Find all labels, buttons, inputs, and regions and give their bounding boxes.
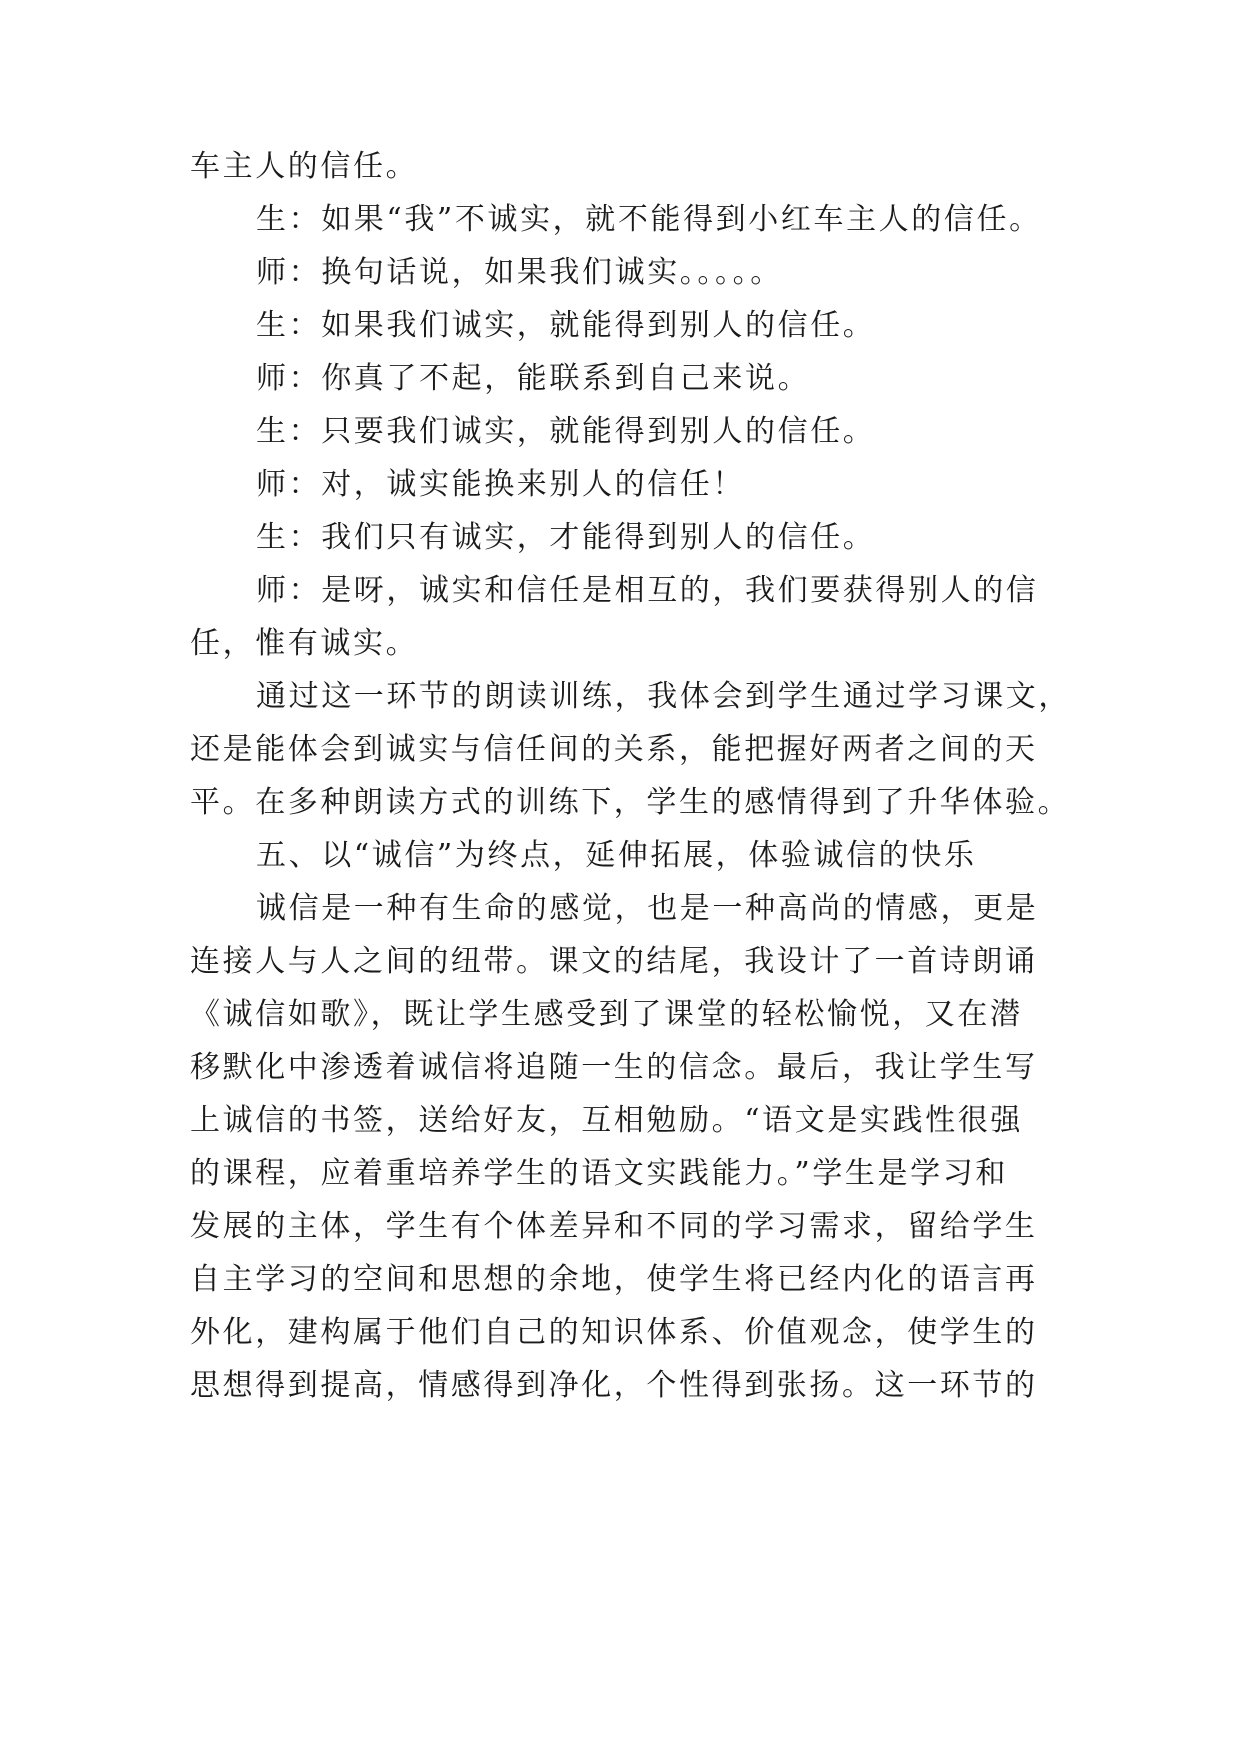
text-line: 思想得到提高，情感得到净化，个性得到张扬。这一环节的	[190, 1368, 1038, 1403]
text-line: 生：如果“我”不诚实，就不能得到小红车主人的信任。	[256, 202, 1042, 237]
text-line: 诚信是一种有生命的感觉，也是一种高尚的情感，更是	[256, 891, 1039, 926]
text-line: 连接人与人之间的纽带。课文的结尾，我设计了一首诗朗诵	[190, 944, 1038, 979]
text-line: 车主人的信任。	[190, 149, 419, 184]
text-line: 生：我们只有诚实，才能得到别人的信任。	[256, 520, 876, 555]
text-line: 的课程，应着重培养学生的语文实践能力。”学生是学习和	[190, 1156, 1008, 1191]
text-line: 任，惟有诚实。	[190, 626, 419, 661]
text-line: 师：是呀，诚实和信任是相互的，我们要获得别人的信	[256, 573, 1039, 608]
text-line: 外化，建构属于他们自己的知识体系、价值观念，使学生的	[190, 1315, 1038, 1350]
text-line: 《诚信如歌》，既让学生感受到了课堂的轻松愉悦，又在潜	[190, 997, 1023, 1032]
text-line: 还是能体会到诚实与信任间的关系，能把握好两者之间的天	[190, 732, 1038, 767]
text-line: 平。在多种朗读方式的训练下，学生的感情得到了升华体验。	[190, 785, 1071, 820]
text-line: 生：只要我们诚实，就能得到别人的信任。	[256, 414, 876, 449]
text-line: 通过这一环节的朗读训练，我体会到学生通过学习课文，	[256, 679, 1071, 714]
text-line: 移默化中渗透着诚信将追随一生的信念。最后，我让学生写	[190, 1050, 1038, 1085]
text-line: 师：你真了不起，能联系到自己来说。	[256, 361, 811, 396]
text-line: 生：如果我们诚实，就能得到别人的信任。	[256, 308, 876, 343]
text-line: 发展的主体，学生有个体差异和不同的学习需求，留给学生	[190, 1209, 1038, 1244]
text-line: 自主学习的空间和思想的余地，使学生将已经内化的语言再	[190, 1262, 1038, 1297]
text-line: 师：对，诚实能换来别人的信任！	[256, 467, 745, 502]
text-line: 师：换句话说，如果我们诚实。。。。。	[256, 255, 783, 290]
section-heading: 五、以“诚信”为终点，延伸拓展，体验诚信的快乐	[256, 838, 977, 873]
text-line: 上诚信的书签，送给好友，互相勉励。“语文是实践性很强	[190, 1103, 1023, 1138]
